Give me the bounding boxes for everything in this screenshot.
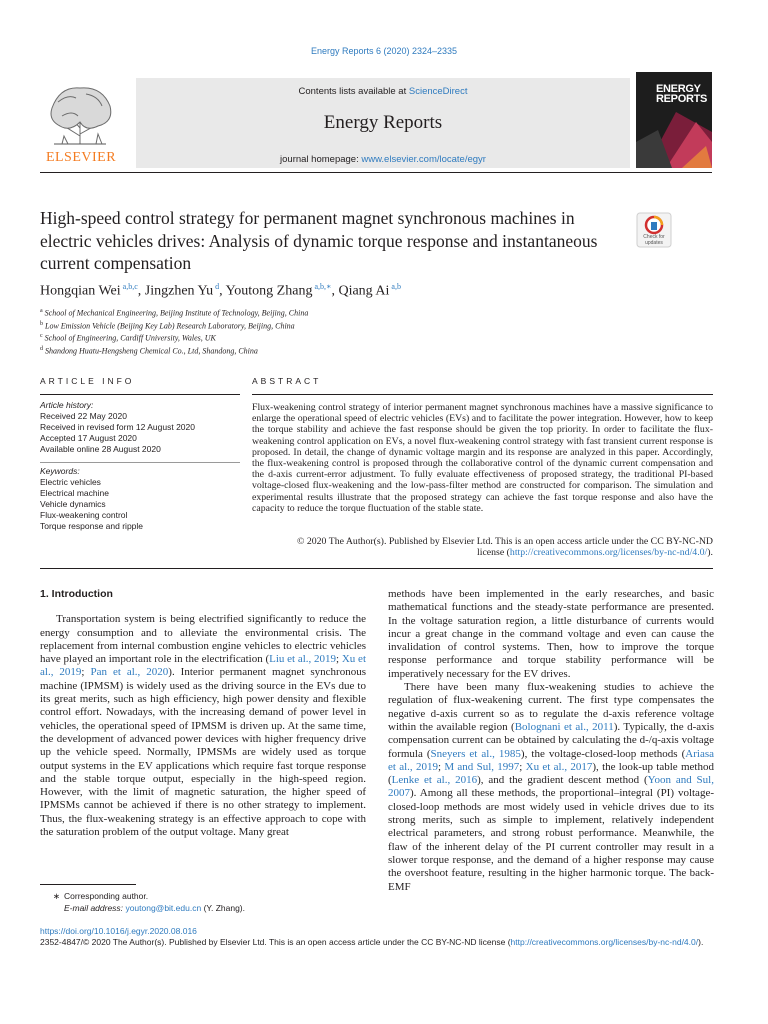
footnote: ∗ Corresponding author. E-mail address: youtong@bit.edu.cn (Y. Zhang).	[40, 890, 366, 914]
license-link[interactable]: http://creativecommons.org/licenses/by-nc-nd/4.0/	[509, 547, 708, 559]
author-name[interactable]: Youtong Zhang	[225, 283, 313, 299]
footer-license-link[interactable]: http://creativecommons.org/licenses/by-nc-nd/4.0/	[510, 937, 699, 947]
journal-cover-image[interactable]	[636, 72, 712, 168]
keyword-item: Electric vehicles	[40, 477, 101, 487]
homepage-link[interactable]: www.elsevier.com/locate/egyr	[361, 154, 486, 165]
history-online: Available online 28 August 2020	[40, 444, 161, 454]
citation-link[interactable]: Yoon and Sul, 2007	[388, 774, 714, 800]
journal-name[interactable]: Energy Reports	[323, 112, 443, 133]
history-label: Article history:	[40, 400, 94, 410]
footnote-star: ∗	[52, 891, 60, 901]
introduction-paragraph-1: Transportation system is being electrified significantly to reduce the energy consumption and to alleviate the environmental crisis. The replacement from internal combustion engine vehicles to electric vehicles have played an important role in the electrification (Liu et al., 2019; Xu et al., 2019; Pan et al., 2020). Interior permanent magnet synchronous machine (IPMSM) is widely used as the driving source in the EVs due to its great merits, such as high efficiency, high power density and flexible control effort. Nowadays, with the increasing demand of power level in vehicles, the operational speed of IPMSM is driven up. At the same time, the development of advanced power devices with higher frequency drive up the vehicle speed. Normally, IPMSMs are widely used as torque output systems in the EV applications which require fast torque response and the stable torque output, especially in the high-speed region. However, with the limit of magnetic saturation, the higher speed of IPMSMs cannot be achieved if there is no other strategy to implement. Thus, the flux-weakening strategy is an effective approach to cope with the saturation problem of the output voltage. Many great	[40, 613, 366, 839]
check-for-updates-label[interactable]: Check for updates	[643, 234, 665, 246]
journal-reference[interactable]: Energy Reports 6 (2020) 2324–2335	[310, 46, 458, 56]
keyword-item: Torque response and ripple	[40, 521, 144, 531]
citation-link[interactable]: Ariasa et al., 2019	[388, 747, 715, 773]
citation-link[interactable]: Pan et al., 2020	[90, 666, 169, 679]
author-affiliation-marker[interactable]: a,b,∗	[312, 282, 332, 291]
keyword-item: Electrical machine	[40, 488, 109, 498]
affiliation-item: $^b$ Low Emission Vehicle (Beijing Key Lab) Research Laboratory, Beijing, China	[40, 320, 295, 331]
abstract-rule	[252, 394, 713, 395]
affiliation-item: $^d$ Shandong Huatu-Hengsheng Chemical Co., Ltd, Shandong, China	[40, 345, 258, 356]
history-received: Received 22 May 2020	[40, 411, 127, 421]
author-name[interactable]: Jingzhen Yu	[144, 283, 214, 299]
sciencedirect-link[interactable]: ScienceDirect	[408, 86, 468, 97]
author-list: Hongqian Wei $^{a,b,c}$, Jingzhen Yu $^d$, Youtong Zhang $^{a,b,∗}$, Qiang Ai $^{a,b}$	[40, 282, 401, 299]
article-info-rule	[40, 394, 240, 395]
citation-link[interactable]: Sneyers et al., 1985	[430, 747, 521, 760]
introduction-paragraph-continued: methods have been implemented in the early researches, and basic mathematical functions and the steady-state performance are presented. In the voltage saturation region, a little disturbance of currents would incur a great change in the command voltage and even can cause the invalidation of control systems. Then, how to improve the torque response performance and torque stability performance will be imperatively necessary for the EV drives.	[388, 588, 714, 680]
footnote-rule	[40, 884, 136, 885]
author-name[interactable]: Qiang Ai	[338, 283, 390, 299]
cover-title: ENERGY REPORTS	[656, 83, 708, 105]
citation-link[interactable]: Bolognani et al., 2011	[514, 720, 614, 733]
introduction-heading: 1. Introduction	[40, 588, 113, 600]
abstract-bottom-rule	[40, 568, 713, 569]
article-title: High-speed control strategy for permanent magnet synchronous machines in electric vehicles drives: Analysis of dynamic torque response and instantaneous current compensation	[40, 208, 598, 273]
citation-link[interactable]: Xu et al., 2017	[525, 760, 593, 773]
homepage-line: journal homepage: www.elsevier.com/locate/egyr	[280, 154, 486, 165]
journal-banner	[136, 78, 630, 168]
contents-line: Contents lists available at ScienceDirect	[298, 86, 468, 97]
citation-link[interactable]: M and Sul, 1997	[444, 760, 520, 773]
issn-license-line: 2352-4847/© 2020 The Author(s). Published by Elsevier Ltd. This is an open access article under the CC BY-NC-ND license (http://creativecommons.org/licenses/by-nc-nd/4.0/).	[40, 937, 704, 947]
abstract-copyright: © 2020 The Author(s). Published by Elsevier Ltd. This is an open access article under the CC BY-NC-ND license (http://creativecommons.org/licenses/by-nc-nd/4.0/).	[296, 536, 713, 559]
masthead	[40, 72, 712, 168]
keyword-item: Flux-weakening control	[40, 510, 128, 520]
keywords-rule	[40, 462, 240, 463]
left-column	[40, 588, 366, 839]
keywords-label: Keywords:	[40, 466, 80, 476]
article-info-heading: ARTICLE INFO	[40, 376, 135, 386]
author-affiliation-marker[interactable]: d	[213, 282, 220, 291]
author-name[interactable]: Hongqian Wei	[40, 283, 121, 299]
affiliation-item: $^a$ School of Mechanical Engineering, Beijing Institute of Technology, Beijing, China	[40, 308, 309, 318]
doi-link[interactable]: https://doi.org/10.1016/j.egyr.2020.08.016	[40, 926, 197, 936]
abstract-text: Flux-weakening control strategy of interior permanent magnet synchronous machines have a massive significance to enlarge the operational speed of electric vehicles (EVs) and to facilitate the power integration. However, how to keep the torque stability and achieve the fast response should be given the top priority. In order to facilitate the flux-weakening control application on EVs, a novel flux-weakening control strategy with fast transient current response is proposed. In detail, the change of dynamic voltage margin and its response are analyzed in this paper. Accordingly, the flux-weakening control is proposed through the collaborative control of the dynamic current compensation and the d-axis current-error adjustment. To fully evaluate effectiveness of proposed strategy, the traditional PI-based voltage-closed flux-weakening and the low-pass-filter method are constructed for comparison. The simulation and experimental results illustrate that the proposed strategy can achieve the fast torque response and also have the capacity to reduce the torque fluctuation of the stable state.	[252, 402, 713, 514]
email-link[interactable]: youtong@bit.edu.cn	[125, 903, 202, 913]
citation-link[interactable]: Lenke et al., 2016	[391, 774, 478, 787]
keywords	[40, 466, 240, 532]
author-affiliation-marker[interactable]: a,b	[389, 282, 401, 291]
history-revised: Received in revised form 12 August 2020	[40, 422, 195, 432]
keyword-item: Vehicle dynamics	[40, 499, 106, 509]
introduction-paragraph-2: There have been many flux-weakening studies to achieve the regulation of flux-weakening current. The first type compensates the negative d-axis current so as to regulate the d-axis reference voltage within the available region (Bolognani et al., 2011). Typically, the d-axis compensation current can be obtained by calculating the d-/q-axis voltage formula (Sneyers et al., 1985), the voltage-closed-loop methods (Ariasa et al., 2019; M and Sul, 1997; Xu et al., 2017), the look-up table method (Lenke et al., 2016), and the gradient descent method (Yoon and Sul, 2007). Among all these methods, the proportional–integral (PI) voltage-closed-loop methods are most widely used in vehicle drives due to its strong merits, such as simple to implement, relatively independent electrical parameters, and strong robust performance. Meanwhile, the flaw of the inherent delay of the PI current controller may result in a slower torque response, and the demand of a higher response may cause the overshoot feature, resulting in the higher harmonic torque. The back-EMF	[388, 681, 715, 893]
citation-link[interactable]: Liu et al., 2019	[269, 653, 337, 666]
right-column	[388, 588, 714, 894]
elsevier-wordmark: ELSEVIER	[45, 150, 117, 165]
abstract-heading: ABSTRACT	[252, 376, 322, 386]
affiliations	[40, 306, 680, 357]
masthead-rule	[40, 172, 712, 173]
affiliation-item: $^c$ School of Engineering, Cardiff University, Wales, UK	[40, 333, 216, 343]
article-history	[40, 400, 240, 455]
citation-link[interactable]: Xu et al., 2019	[40, 653, 366, 679]
author-affiliation-marker[interactable]: a,b,c	[120, 282, 138, 291]
history-accepted: Accepted 17 August 2020	[40, 433, 137, 443]
